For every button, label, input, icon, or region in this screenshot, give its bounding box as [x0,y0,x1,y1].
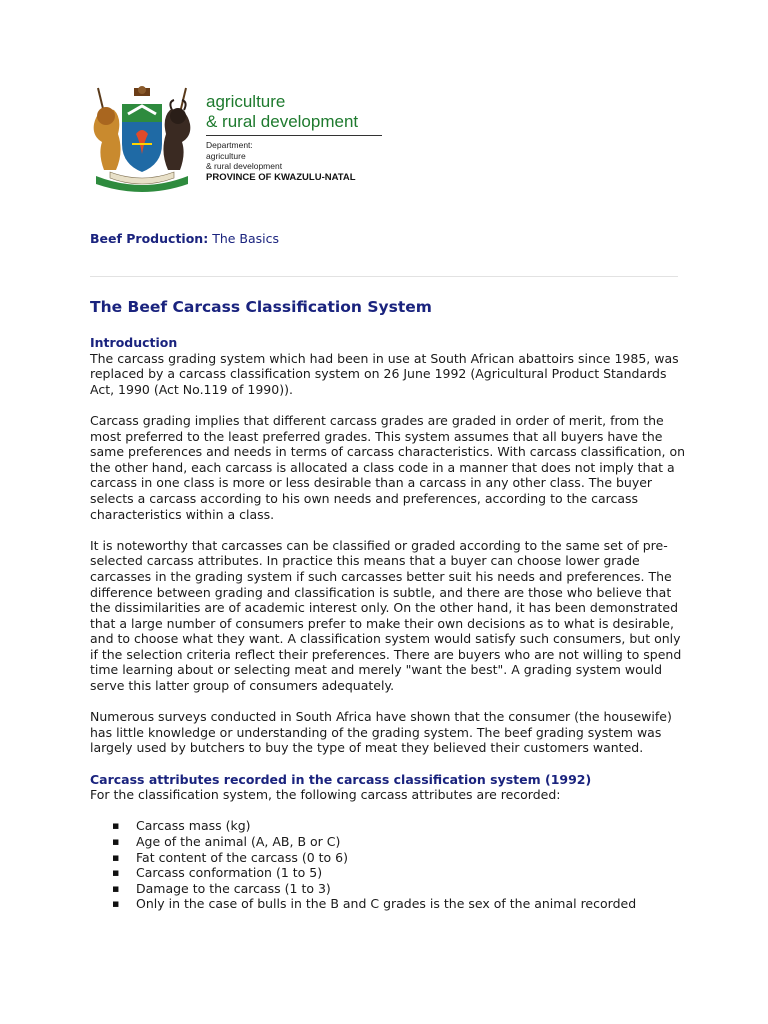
attributes-heading: Carcass attributes recorded in the carcass classification system (1992) [90,771,592,787]
breadcrumb-section: Beef Production: [90,231,209,246]
department-header [88,84,388,196]
intro-paragraph-1: The carcass grading system which had been in use at South African abattoirs since 1985, was replaced by a carcass classification system on 26 June 1992 (Agricultural Product Standards Act, 1990 (Act No.119 of 1990)). [90,350,679,397]
intro-paragraph-3: It is noteworthy that carcasses can be classified or graded according to the same set of pre-selected carcass attributes. In practice this means that a buyer can choose lower grade carcasses in the grading system if such carcasses better suit his needs and preferences. The difference between grading and classification is subtle, and there are those who believe that the dissimilarities are of academic interest only. On the other hand, it has been demonstrated that a large number of consumers prefer to make their own decisions as to what is desirable, and to choose what they want. A classification system would satisfy such consumers, but only if the selection criteria reflect their preferences. There are buyers who are not willing to spend time learning about or selecting meat and merely "want the best". A grading system would serve this latter group of consumers adequately. [90,537,682,694]
list-item: ▪ Age of the animal (A, AB, B or C) [112,834,690,850]
brand-divider [206,135,382,136]
list-item: ▪ Damage to the carcass (1 to 3) [112,881,690,897]
section-divider [90,276,678,277]
intro-paragraph-4: Numerous surveys conducted in South Africa have shown that the consumer (the housewife) has little knowledge or understanding of the grading system. The beef grading system was largely used by butchers to buy the type of meat they believed their customers wanted. [90,709,672,756]
coat-of-arms-logo [88,84,196,196]
department-label: Department: [206,140,253,150]
brand-name-line2: & rural development [206,112,359,131]
list-item: ▪ Only in the case of bulls in the B and C grades is the sex of the animal recorded [112,896,690,912]
attributes-lead: For the classification system, the following carcass attributes are recorded: [90,787,561,803]
department-line-rural-development: & rural development [206,161,283,171]
brand-name-line1: agriculture [206,92,286,111]
introduction-heading: Introduction [90,335,178,350]
breadcrumb-subsection: The Basics [212,231,280,246]
list-item: ▪ Carcass conformation (1 to 5) [112,865,690,881]
brand-block [206,92,384,184]
department-line-agriculture: agriculture [206,150,246,161]
intro-paragraph-2: Carcass grading implies that different carcass grades are graded in order of merit, from the most preferred to the least preferred grades. This system assumes that all buyers have the same preferences and needs in terms of carcass characteristics. With carcass classification, on the other hand, each carcass is allocated a class code in a manner that does not imply that a carcass in one class is more or less desirable than a carcass in any other class. The buyer selects a carcass according to his own needs and preferences, according to the carcass characteristics within a class. [90,412,686,522]
province-label: PROVINCE OF KWAZULU-NATAL [206,171,356,183]
breadcrumb [90,231,279,246]
article-body [90,335,690,912]
list-item: ▪ Fat content of the carcass (0 to 6) [112,850,690,866]
page-title: The Beef Carcass Classification System [90,298,432,316]
list-item: ▪ Carcass mass (kg) [112,818,690,834]
attributes-list [90,818,690,912]
